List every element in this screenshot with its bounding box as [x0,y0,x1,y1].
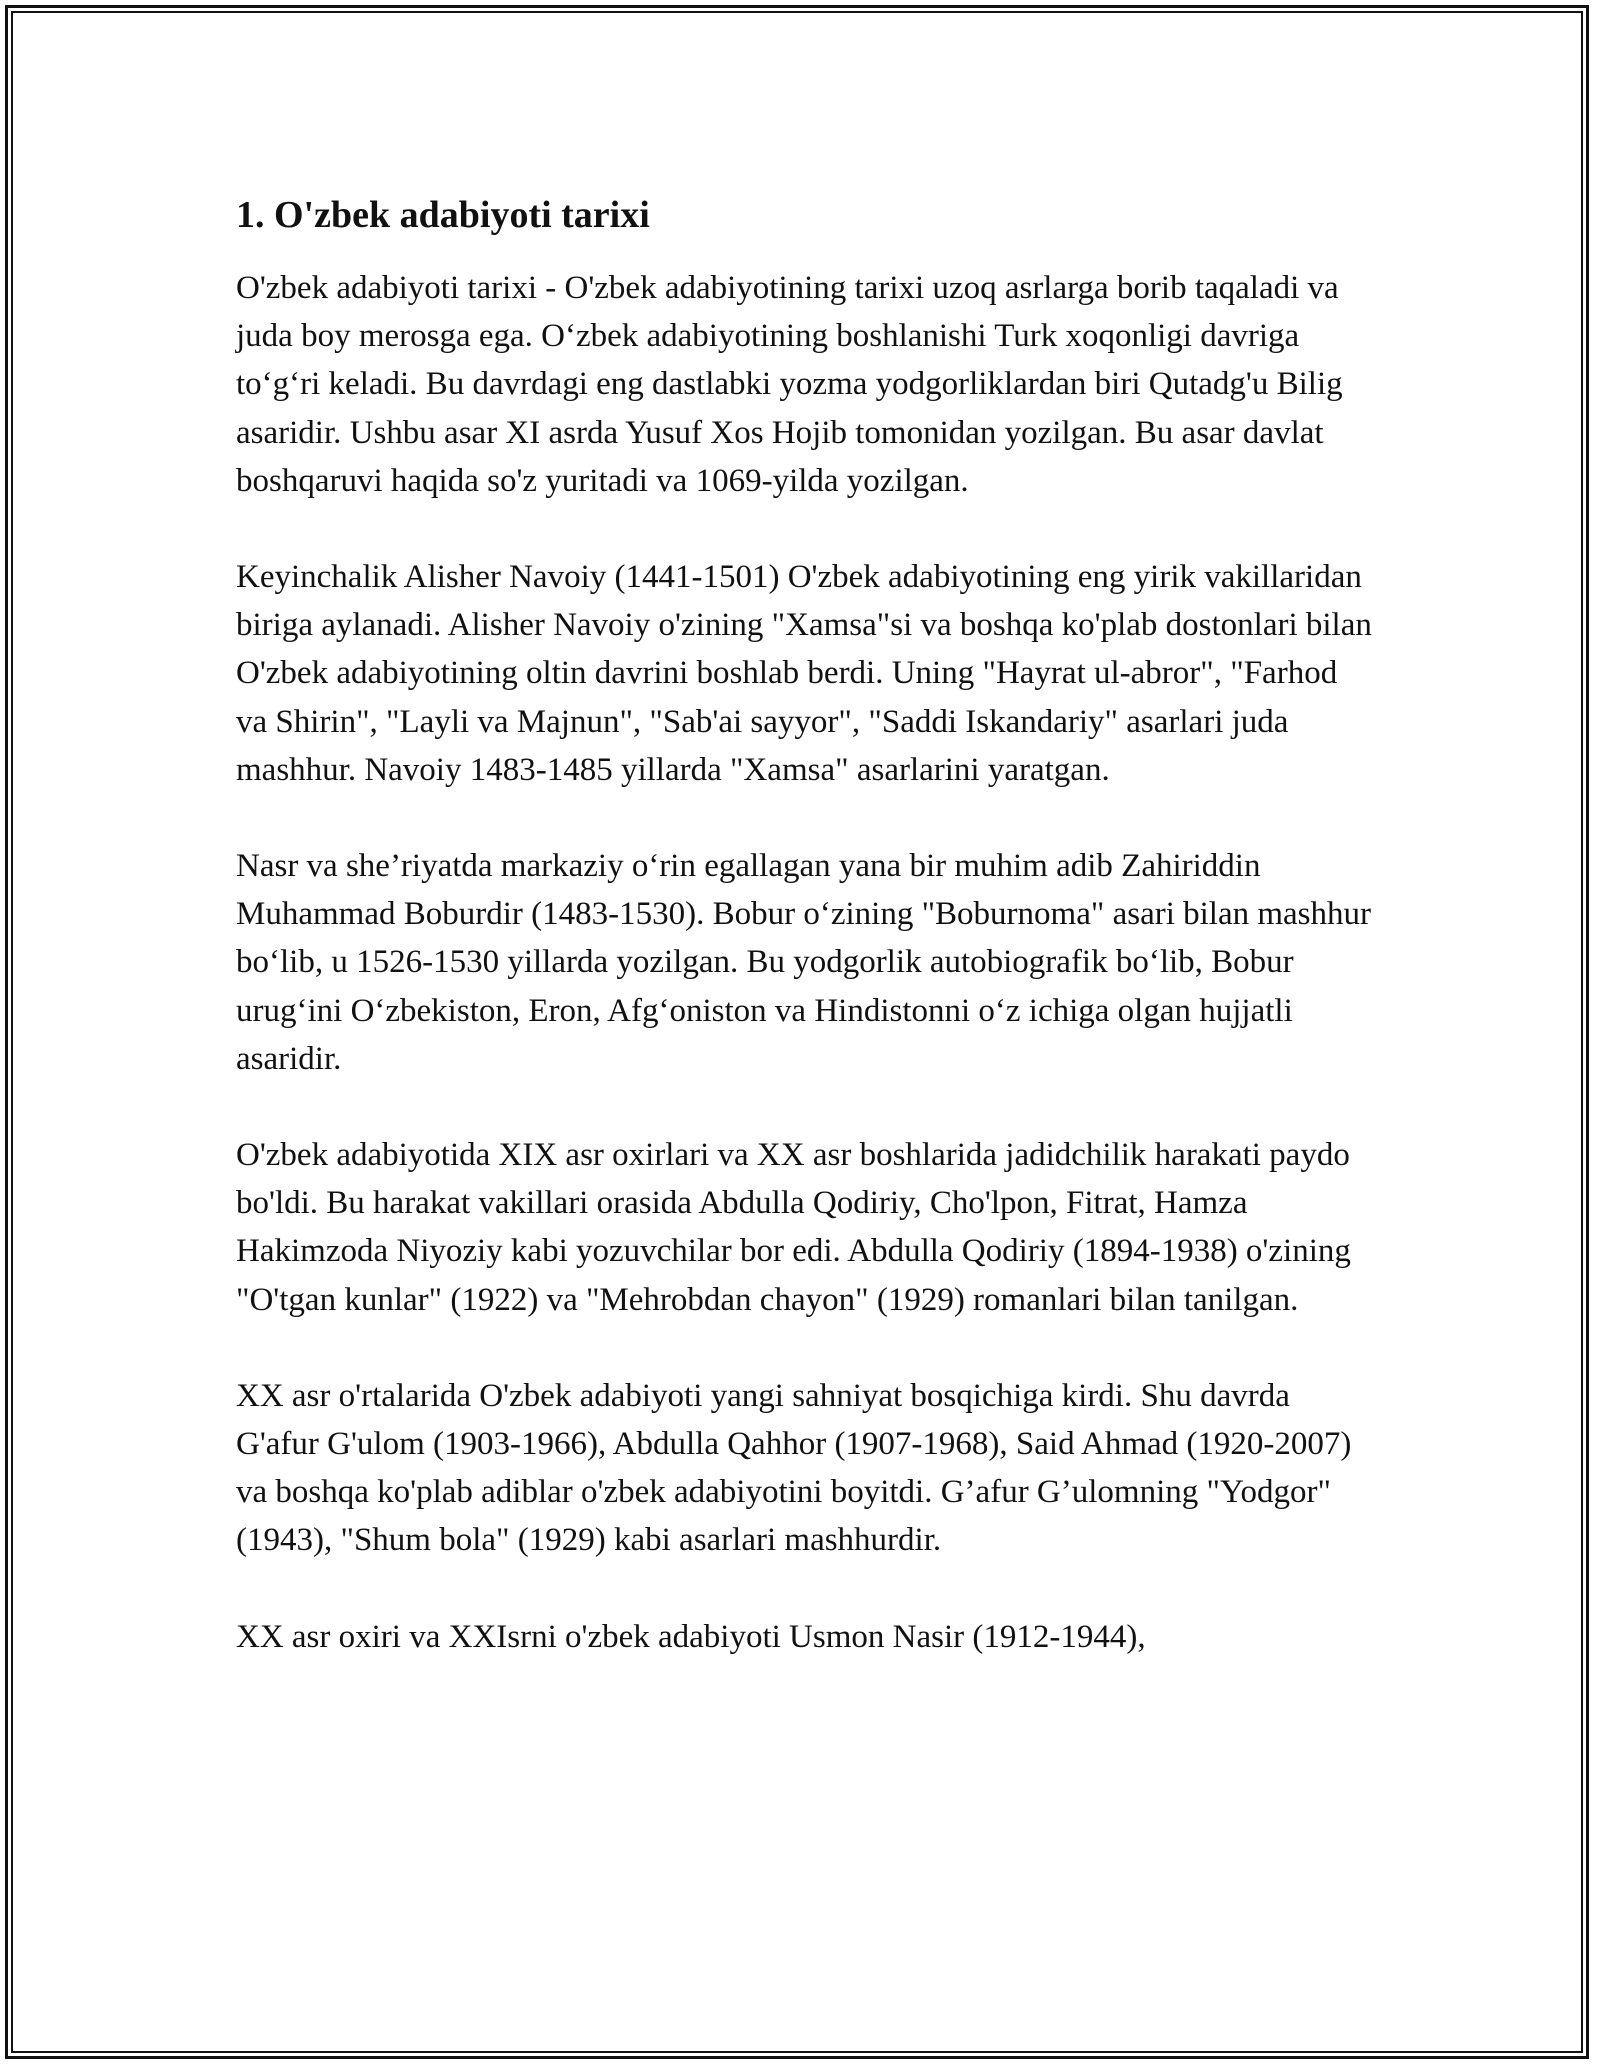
paragraph-3: Nasr va she’riyatda markaziy o‘rin egallagan yana bir muhim adib Zahiriddin Muhammad Boburdir (1483-1530). Bobur o‘zining "Boburnoma" asari bilan mashhur bo‘lib, u 1526-1530 yillarda yozilgan. Bu yodgorlik autobiografik bo‘lib, Bobur urug‘ini O‘zbekiston, Eron, Afg‘oniston va Hindistonni o‘z ichiga olgan hujjatli asaridir. [236,848,1372,1077]
document-body [236,186,1376,1661]
paragraph-1: O'zbek adabiyoti tarixi - O'zbek adabiyotining tarixi uzoq asrlarga borib taqaladi va juda boy merosga ega. O‘zbek adabiyotining boshlanishi Turk xoqonligi davriga to‘g‘ri keladi. Bu davrdagi eng dastlabki yozma yodgorliklardan biri Qutadg'u Bilig asaridir. Ushbu asar XI asrda Yusuf Xos Hojib tomonidan yozilgan. Bu asar davlat boshqaruvi haqida so'z yuritadi va 1069-yilda yozilgan. [236,270,1343,499]
paragraph-2: Keyinchalik Alisher Navoiy (1441-1501) O'zbek adabiyotining eng yirik vakillaridan biriga aylanadi. Alisher Navoiy o'zining "Xamsa"si va boshqa ko'plab dostonlari bilan O'zbek adabiyotining oltin davrini boshlab berdi. Uning "Hayrat ul-abror", "Farhod va Shirin", "Layli va Majnun", "Sab'ai sayyor", "Saddi Iskandariy" asarlari juda mashhur. Navoiy 1483-1485 yillarda "Xamsa" asarlarini yaratgan. [236,559,1372,788]
paragraph-5: XX asr o'rtalarida O'zbek adabiyoti yangi sahniyat bosqichiga kirdi. Shu davrda G'afur G'ulom (1903-1966), Abdulla Qahhor (1907-1968), Said Ahmad (1920-2007) va boshqa ko'plab adiblar o'zbek adabiyotini boyitdi. G’afur G’ulomning "Yodgor" (1943), "Shum bola" (1929) kabi asarlari mashhurdir. [236,1377,1352,1559]
paragraph-6: XX asr oxiri va XXIsrni o'zbek adabiyoti Usmon Nasir (1912-1944), [236,1618,1146,1655]
document-title: 1. O'zbek adabiyoti tarixi [236,194,650,236]
paragraph-4: O'zbek adabiyotida XIX asr oxirlari va XX asr boshlarida jadidchilik harakati paydo bo'ldi. Bu harakat vakillari orasida Abdulla Qodiriy, Cho'lpon, Fitrat, Hamza Hakimzoda Niyoziy kabi yozuvchilar bor edi. Abdulla Qodiriy (1894-1938) o'zining "O'tgan kunlar" (1922) va "Mehrobdan chayon" (1929) romanlari bilan tanilgan. [236,1137,1351,1318]
